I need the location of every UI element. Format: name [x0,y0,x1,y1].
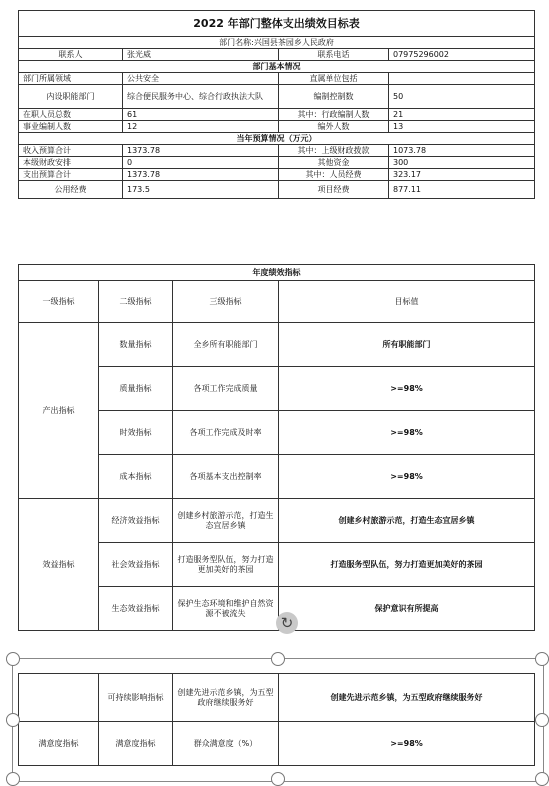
internal-dept-value: 综合便民服务中心、综合行政执法大队 [123,85,279,109]
table-row-l2: 数量指标 [99,323,173,367]
table-row-l3: 创建乡村旅游示范，打造生态宜居乡镇 [173,499,279,543]
project-expense-value: 877.11 [389,181,535,199]
public-expense-value: 173.5 [123,181,279,199]
table-row-target: >=98% [279,367,535,411]
performance-indicators-table [18,264,535,631]
income-label: 收入预算合计 [19,145,123,157]
resize-handle-icon[interactable] [271,652,285,666]
table-row-target: >=98% [279,411,535,455]
selected-table-fragment[interactable] [18,673,535,766]
local-fund-value: 0 [123,157,279,169]
phone-label: 联系电话 [279,49,389,61]
institution-staff-label: 事业编制人数 [19,121,123,133]
table-row-l2: 满意度指标 [99,722,173,766]
extra-staff-label: 编外人数 [279,121,389,133]
phone-value: 07975296002 [389,49,535,61]
expense-label: 支出预算合计 [19,169,123,181]
other-fund-label: 其他资金 [279,157,389,169]
upper-fund-value: 1073.78 [389,145,535,157]
staff-total-label: 在职人员总数 [19,109,123,121]
table-row-l3: 打造服务型队伍，努力打造更加美好的茶园 [173,543,279,587]
output-indicator-label: 产出指标 [19,323,99,499]
project-expense-label: 项目经费 [279,181,389,199]
local-fund-label: 本级财政安排 [19,157,123,169]
table-row-target: 创建乡村旅游示范，打造生态宜居乡镇 [279,499,535,543]
satisfaction-indicator-label: 满意度指标 [19,722,99,766]
table-row-l2: 社会效益指标 [99,543,173,587]
table-row-target: >=98% [279,722,535,766]
col-target-header: 目标值 [279,281,535,323]
resize-handle-icon[interactable] [6,652,20,666]
field-value: 公共安全 [123,73,279,85]
perf-section-header: 年度绩效指标 [19,265,535,281]
resize-handle-icon[interactable] [271,772,285,786]
extra-staff-value: 13 [389,121,535,133]
unit-value [389,73,535,85]
resize-handle-icon[interactable] [535,772,549,786]
table-row-target: 打造服务型队伍，努力打造更加美好的茶园 [279,543,535,587]
field-label: 部门所属领域 [19,73,123,85]
table-row-l2: 质量指标 [99,367,173,411]
quota-label: 编制控制数 [279,85,389,109]
admin-quota-value: 21 [389,109,535,121]
contact-person-value: 张光威 [123,49,279,61]
table-row-l3: 群众满意度（%） [173,722,279,766]
page-title: 2022 年部门整体支出绩效目标表 [19,11,535,37]
rotate-handle-icon[interactable]: ↻ [276,612,298,634]
table-row-l2: 时效指标 [99,411,173,455]
internal-dept-label: 内设职能部门 [19,85,123,109]
resize-handle-icon[interactable] [535,713,549,727]
staff-total-value: 61 [123,109,279,121]
table-row-l2: 生态效益指标 [99,587,173,631]
contact-person-label: 联系人 [19,49,123,61]
unit-label: 直属单位包括 [279,73,389,85]
upper-fund-label: 其中：上级财政拨款 [279,145,389,157]
budget-section-header: 当年预算情况（万元） [19,133,535,145]
table-row-l3: 保护生态环境和维护自然资源不被流失 [173,587,279,631]
table-row-l2: 成本指标 [99,455,173,499]
table-row-l3: 创建先进示范乡镇，为五型政府继续服务好 [173,674,279,722]
table-row-l3: 全乡所有职能部门 [173,323,279,367]
benefit-indicator-label: 效益指标 [19,499,99,631]
personnel-value: 323.17 [389,169,535,181]
institution-staff-value: 12 [123,121,279,133]
table-row-target: 所有职能部门 [279,323,535,367]
public-expense-label: 公用经费 [19,181,123,199]
resize-handle-icon[interactable] [6,772,20,786]
personnel-label: 其中：人员经费 [279,169,389,181]
table-row-target: 保护意识有所提高 [279,587,535,631]
admin-quota-label: 其中：行政编制人数 [279,109,389,121]
other-fund-value: 300 [389,157,535,169]
table-row-l3: 各项基本支出控制率 [173,455,279,499]
resize-handle-icon[interactable] [535,652,549,666]
quota-value: 50 [389,85,535,109]
department-name: 部门名称:兴国县茶园乡人民政府 [19,37,535,49]
table-row-l3: 各项工作完成质量 [173,367,279,411]
basic-section-header: 部门基本情况 [19,61,535,73]
col-level3-header: 三级指标 [173,281,279,323]
table-row-l2: 经济效益指标 [99,499,173,543]
table-row-l3: 各项工作完成及时率 [173,411,279,455]
table-row-l2: 可持续影响指标 [99,674,173,722]
income-value: 1373.78 [123,145,279,157]
department-info-table [18,10,535,199]
col-level2-header: 二级指标 [99,281,173,323]
col-level1-header: 一级指标 [19,281,99,323]
expense-value: 1373.78 [123,169,279,181]
resize-handle-icon[interactable] [6,713,20,727]
table-row-target: >=98% [279,455,535,499]
table-row-target: 创建先进示范乡镇，为五型政府继续服务好 [279,674,535,722]
table-row-l1 [19,674,99,722]
